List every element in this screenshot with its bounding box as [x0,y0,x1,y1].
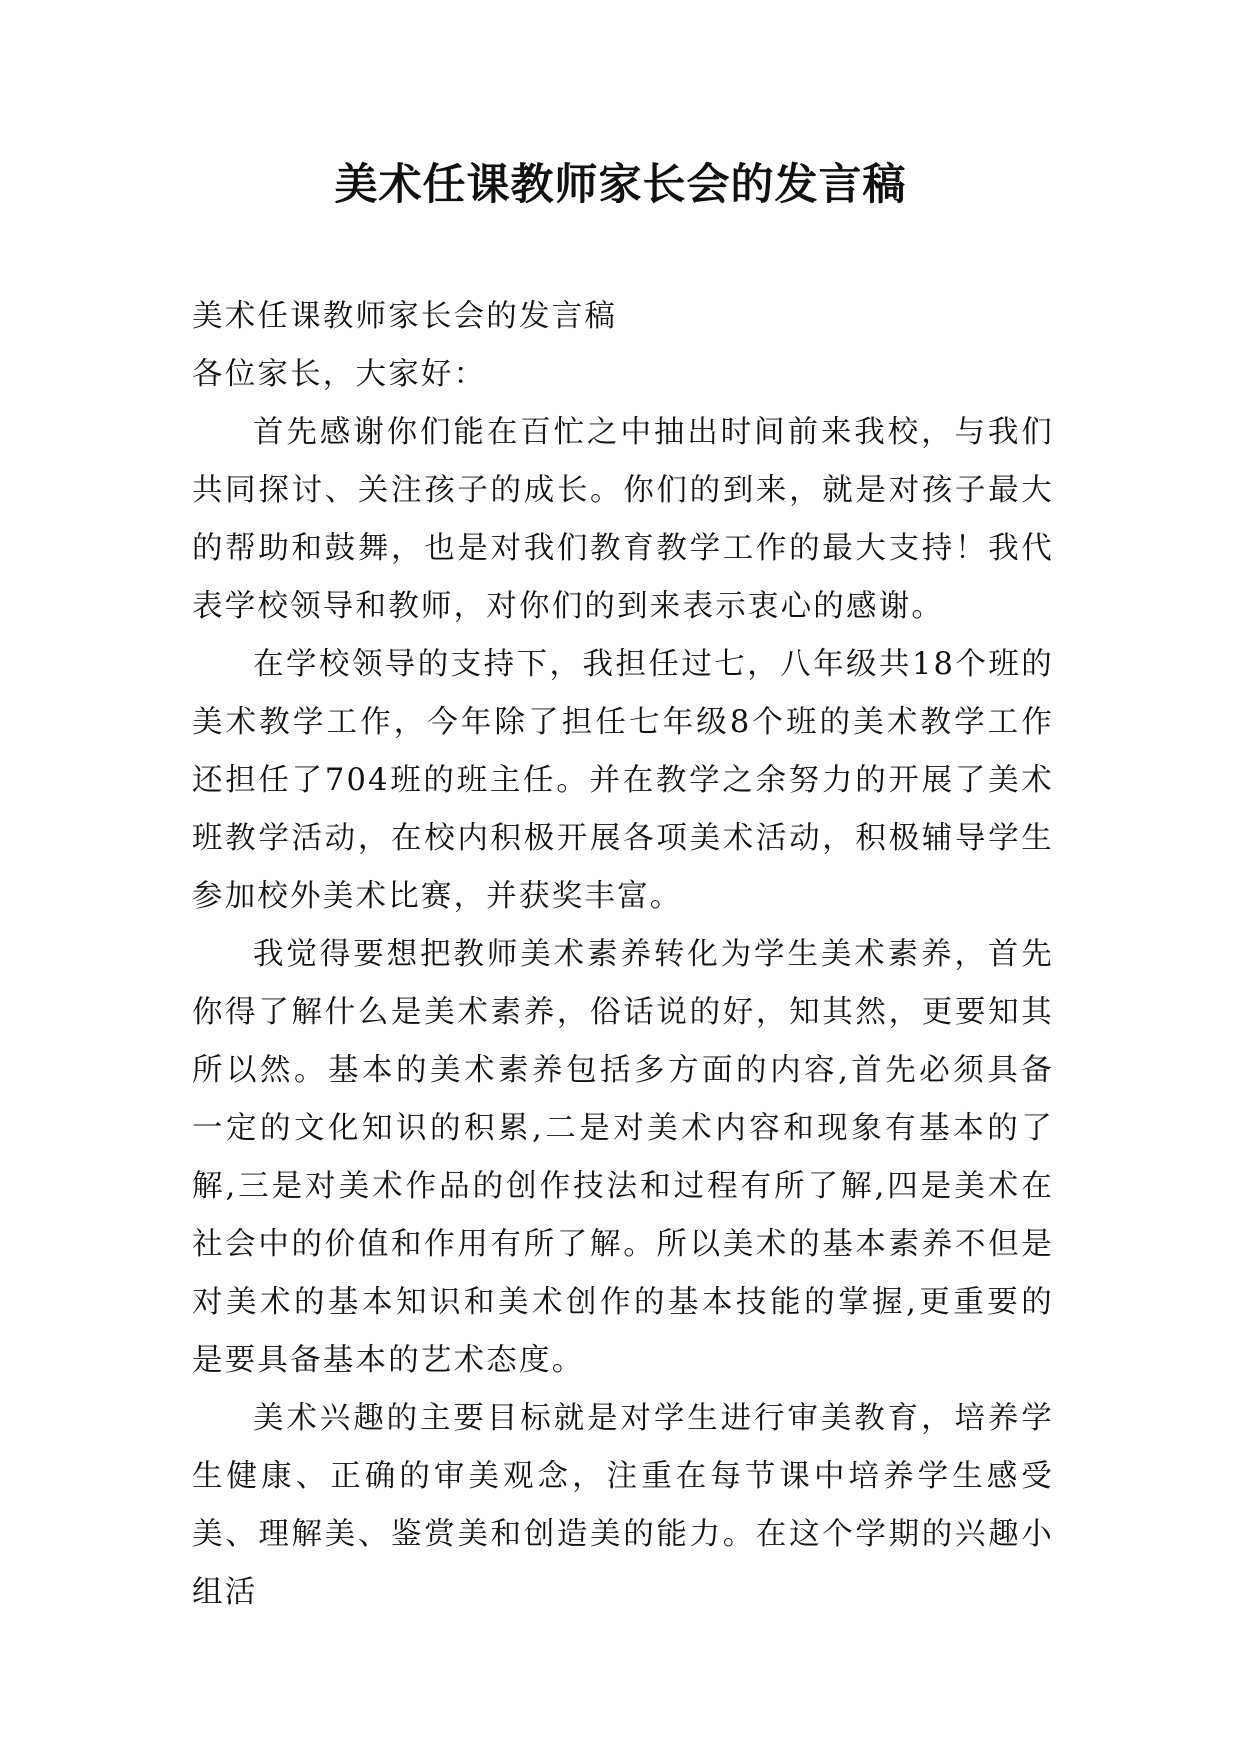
paragraph: 在学校领导的支持下，我担任过七，八年级共18个班的美术教学工作，今年除了担任七年级8个班的美术教学工作还担任了704班的班主任。并在教学之余努力的开展了美术班教学活动，在校内积极开展各项美术活动，积极辅导学生参加校外美术比赛，并获奖丰富。 [192,647,1054,914]
greeting: 各位家长，大家好： [192,357,487,392]
paragraph: 首先感谢你们能在百忙之中抽出时间前来我校，与我们共同探讨、关注孩子的成长。你们的到来，就是对孩子最大的帮助和鼓舞，也是对我们教育教学工作的最大支持！我代表学校领导和教师，对你们的到来表示衷心的感谢。 [192,415,1054,624]
paragraph: 我觉得要想把教师美术素养转化为学生美术素养，首先你得了解什么是美术素养，俗话说的好，知其然，更要知其所以然。基本的美术素养包括多方面的内容,首先必须具备一定的文化知识的积累,二是对美术内容和现象有基本的了解,三是对美术作品的创作技法和过程有所了解,四是美术在社会中的价值和作用有所了解。所以美术的基本素养不但是对美术的基本知识和美术创作的基本技能的掌握,更重要的是要具备基本的艺术态度。 [192,937,1054,1378]
document-title: 美术任课教师家长会的发言稿 [334,160,907,210]
document-subtitle: 美术任课教师家长会的发言稿 [192,299,618,334]
paragraph: 美术兴趣的主要目标就是对学生进行审美教育，培养学生健康、正确的审美观念，注重在每节课中培养学生感受美、理解美、鉴赏美和创造美的能力。在这个学期的兴趣小组活 [192,1401,1054,1610]
document-body [192,288,1054,1622]
